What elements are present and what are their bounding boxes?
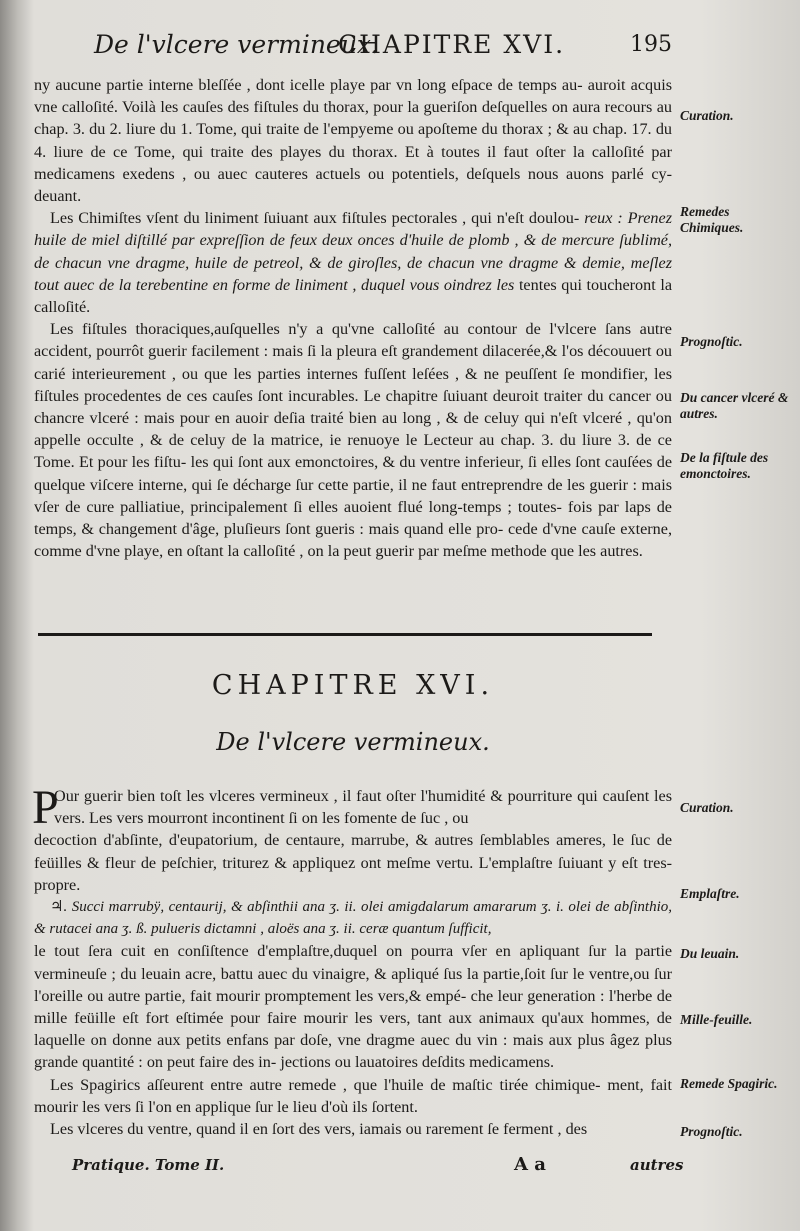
text-line: Les Spagirics aſſeurent entre autre remede , que l'huile de maſtic tirée chimique- <box>50 1075 601 1094</box>
text-line: partie vermineuſe ; du leuain acre, battu auec du vinaigre, & apliqué ſus la partie,ſoit <box>34 942 673 983</box>
chapter-heading: CHAPITRE XVI. <box>211 670 495 701</box>
text-line: che leur generation : l'herbe de mille feüille eſt fort eſtimée pour faire mourir les vers, <box>34 986 672 1028</box>
text-line: cede d'vne cauſe externe, comme d'vne playe, en oſtant la calloſité , on la peut guerir par <box>34 520 672 561</box>
drop-cap: P <box>32 781 59 834</box>
chapter-subtitle: De l'vlcere vermineux. <box>216 728 490 756</box>
text-line: tant aux animaux qu'aux hommes, de laquelle on donne aux petits enfans par doſe, <box>34 1009 672 1050</box>
recipe-paragraph <box>34 896 672 940</box>
text-line: meſme methode que les autres. <box>442 542 643 561</box>
margin-note: Du cancer vlceré & autres. <box>680 390 789 421</box>
text-line: le tout ſera cuit en conſiſtence d'emplaſtre,duquel on pourra vſer en apliquant ſur la <box>34 942 627 961</box>
margin-note: Mille-feuille. <box>680 1012 753 1027</box>
catchword: autres <box>630 1156 684 1174</box>
text-line: qui cauſent les vers. Les vers mourront incontinent ſi on les fomente de ſuc , ou <box>54 787 673 828</box>
text-line: ſuiuant y eſt tres-propre. <box>34 853 673 894</box>
paragraph <box>34 207 672 318</box>
text-line: auroit acquis vne calloſité. Voilà les cauſes des fiſtules du thorax, pour la gueriſon <box>34 76 673 117</box>
text-line: ou apoſteme du thorax ; & au chap. 17. du 4. liure de ce Tome, qui traite des playes du <box>34 120 673 161</box>
text-line: Les fiſtules thoraciques,auſquelles n'y a qu'vne calloſité au contour de l'vlcere ſans <box>50 320 632 339</box>
text-line: viſcere interne, qui ſe décharge ſur cette partie, il ne faut entreprendre de les guerir : <box>89 475 637 494</box>
text-line: deſquelles on aura recours au chap. 3. du 2. liure du 1. Tome, qui traite de l'empyeme <box>34 98 672 139</box>
paragraph <box>34 1118 672 1140</box>
margin-notes <box>680 0 796 1231</box>
paragraph <box>34 74 672 207</box>
text-line: actuels ou potentiels, deſquels nous auons parlé cy-deuant. <box>34 164 672 206</box>
text-line: mercure ſublimé, de chacun vne dragme, huile de petreol, & de giroſles, de chacun vne dragme <box>34 231 673 272</box>
margin-note: Curation. <box>680 800 734 815</box>
text-line: ſuiuant deuroit traiter du cancer ou chancre vlceré : mais pour en auoir deſia traité <box>34 386 672 428</box>
text-line: l'os découuert ou carié interieurement , ou que les parties internes fuſſent leſées , & ne <box>34 342 673 383</box>
text-line: jections ou lauatoires deſdits medicamens. <box>280 1053 555 1072</box>
margin-note: Remede Spagiric. <box>680 1076 778 1091</box>
text-line: Les vlceres du ventre, quand il en ſort des vers, iamais ou rarement ſe ferment , des <box>50 1120 588 1139</box>
text-line: de abſinthio, & rutacei ana ʒ. ß. pulueris dictamni , aloës ana ʒ. ii. ceræ quantum ſufficit, <box>34 899 672 938</box>
margin-note: Du leuain. <box>680 946 740 961</box>
text-line: ment, fait mourir les vers ſi l'on en applique ſur le lieu d'où ils ſortent. <box>34 1075 673 1116</box>
text-line: autre accident, pourrôt guerir facilement : mais ſi la pleura eſt grandement dilacerée,& <box>34 320 672 361</box>
text-line: vne dragme auec du vin : mais aux plus âgez plus grande quantité : on peut faire des in- <box>34 1031 672 1072</box>
text-line: les qui ſont aux emonctoires, & du ventre inferieur, ſi elles ſont cauſées de quelque <box>34 453 672 494</box>
signature-mark: A a <box>514 1154 546 1175</box>
margin-note: De la fiſtule des emonctoires. <box>680 450 769 481</box>
text-line: decoction d'abſinte, d'eupatorium, de centaure, marrube, & autres ſemblables ameres, le <box>34 831 625 850</box>
previous-chapter-text <box>34 74 672 562</box>
text-line: peuſſent ſe mondifier, les fiſtules procedentes de ces cauſes ſont incurables. Le chapitre <box>34 364 672 405</box>
page-number: 195 <box>630 32 672 57</box>
footer-volume: Pratique. Tome II. <box>72 1156 225 1174</box>
running-head-title: De l'vlcere vermineux. <box>94 30 379 59</box>
paragraph <box>34 940 672 1073</box>
running-head-chapter: CHAPITRE XVI. <box>338 30 566 59</box>
chapter-text <box>32 781 673 1140</box>
margin-note: Curation. <box>680 108 734 123</box>
text-line: thorax. Et à toutes il faut oſter la calloſité par medicamens exedens , ou auec cauteres <box>34 142 673 183</box>
paragraph <box>34 785 672 829</box>
margin-note: Remedes Chimiques. <box>680 204 744 235</box>
text-line: ſur le ventre,ou ſur l'oreille ou autre partie, fait mourir promptement les vers,& empé- <box>34 964 673 1005</box>
text-line: & demie, meſlez tout auec de la terebentine en forme de liniment , duquel vous oindrez les <box>34 253 672 294</box>
text-line: reux : Prenez huile de miel diſtillé par expreſſion de feux deux onces d'huile de plomb , & de <box>34 209 673 250</box>
text-line: bien au long , & de celuy qui n'eſt vlceré , qu'on appelle occulte , & de celuy de <box>34 409 672 450</box>
text-line: ny aucune partie interne bleſſée , dont icelle playe par vn long eſpace de temps au- <box>34 76 583 94</box>
text-line: ♃. Succi marrubÿ, centaurij, & abſinthii ana ʒ. ii. olei amigdalarum amararum ʒ. i. olei <box>50 899 591 916</box>
text-line: ſuc de feüilles & fleur de peſchier, triturez & appliquez ont meſme vertu. L'emplaſtre <box>34 831 673 872</box>
margin-note: Prognoſtic. <box>680 1124 743 1139</box>
text-line: Les Chimiſtes vſent du liniment ſuiuant aux fiſtules pectorales , qui n'eſt doulou- <box>50 209 580 228</box>
text-line: fois par laps de temps, & changement d'âge, pluſieurs ſont gueris : mais quand elle pro- <box>34 497 672 539</box>
text-line: la matrice, ie renuoye le Lecteur au chap. 3. du liure 3. de ce Tome. Et pour les fiſtu- <box>34 431 672 472</box>
paragraph <box>34 318 672 562</box>
text-line: mais vſer de cure palliatiue, principalement ſi elles auoient flué long-temps ; toutes- <box>34 475 673 516</box>
paragraph <box>34 1074 672 1118</box>
text-line: Our guerir bien toſt les vlceres vermineux , il faut oſter l'humidité & pourriture <box>54 787 573 805</box>
text-line: tentes qui toucheront la calloſité. <box>34 275 673 317</box>
chapter-divider-rule <box>38 633 652 636</box>
paragraph <box>34 829 672 896</box>
margin-note: Prognoſtic. <box>680 334 743 349</box>
page-footer <box>0 1150 800 1180</box>
margin-note: Emplaſtre. <box>680 886 740 901</box>
